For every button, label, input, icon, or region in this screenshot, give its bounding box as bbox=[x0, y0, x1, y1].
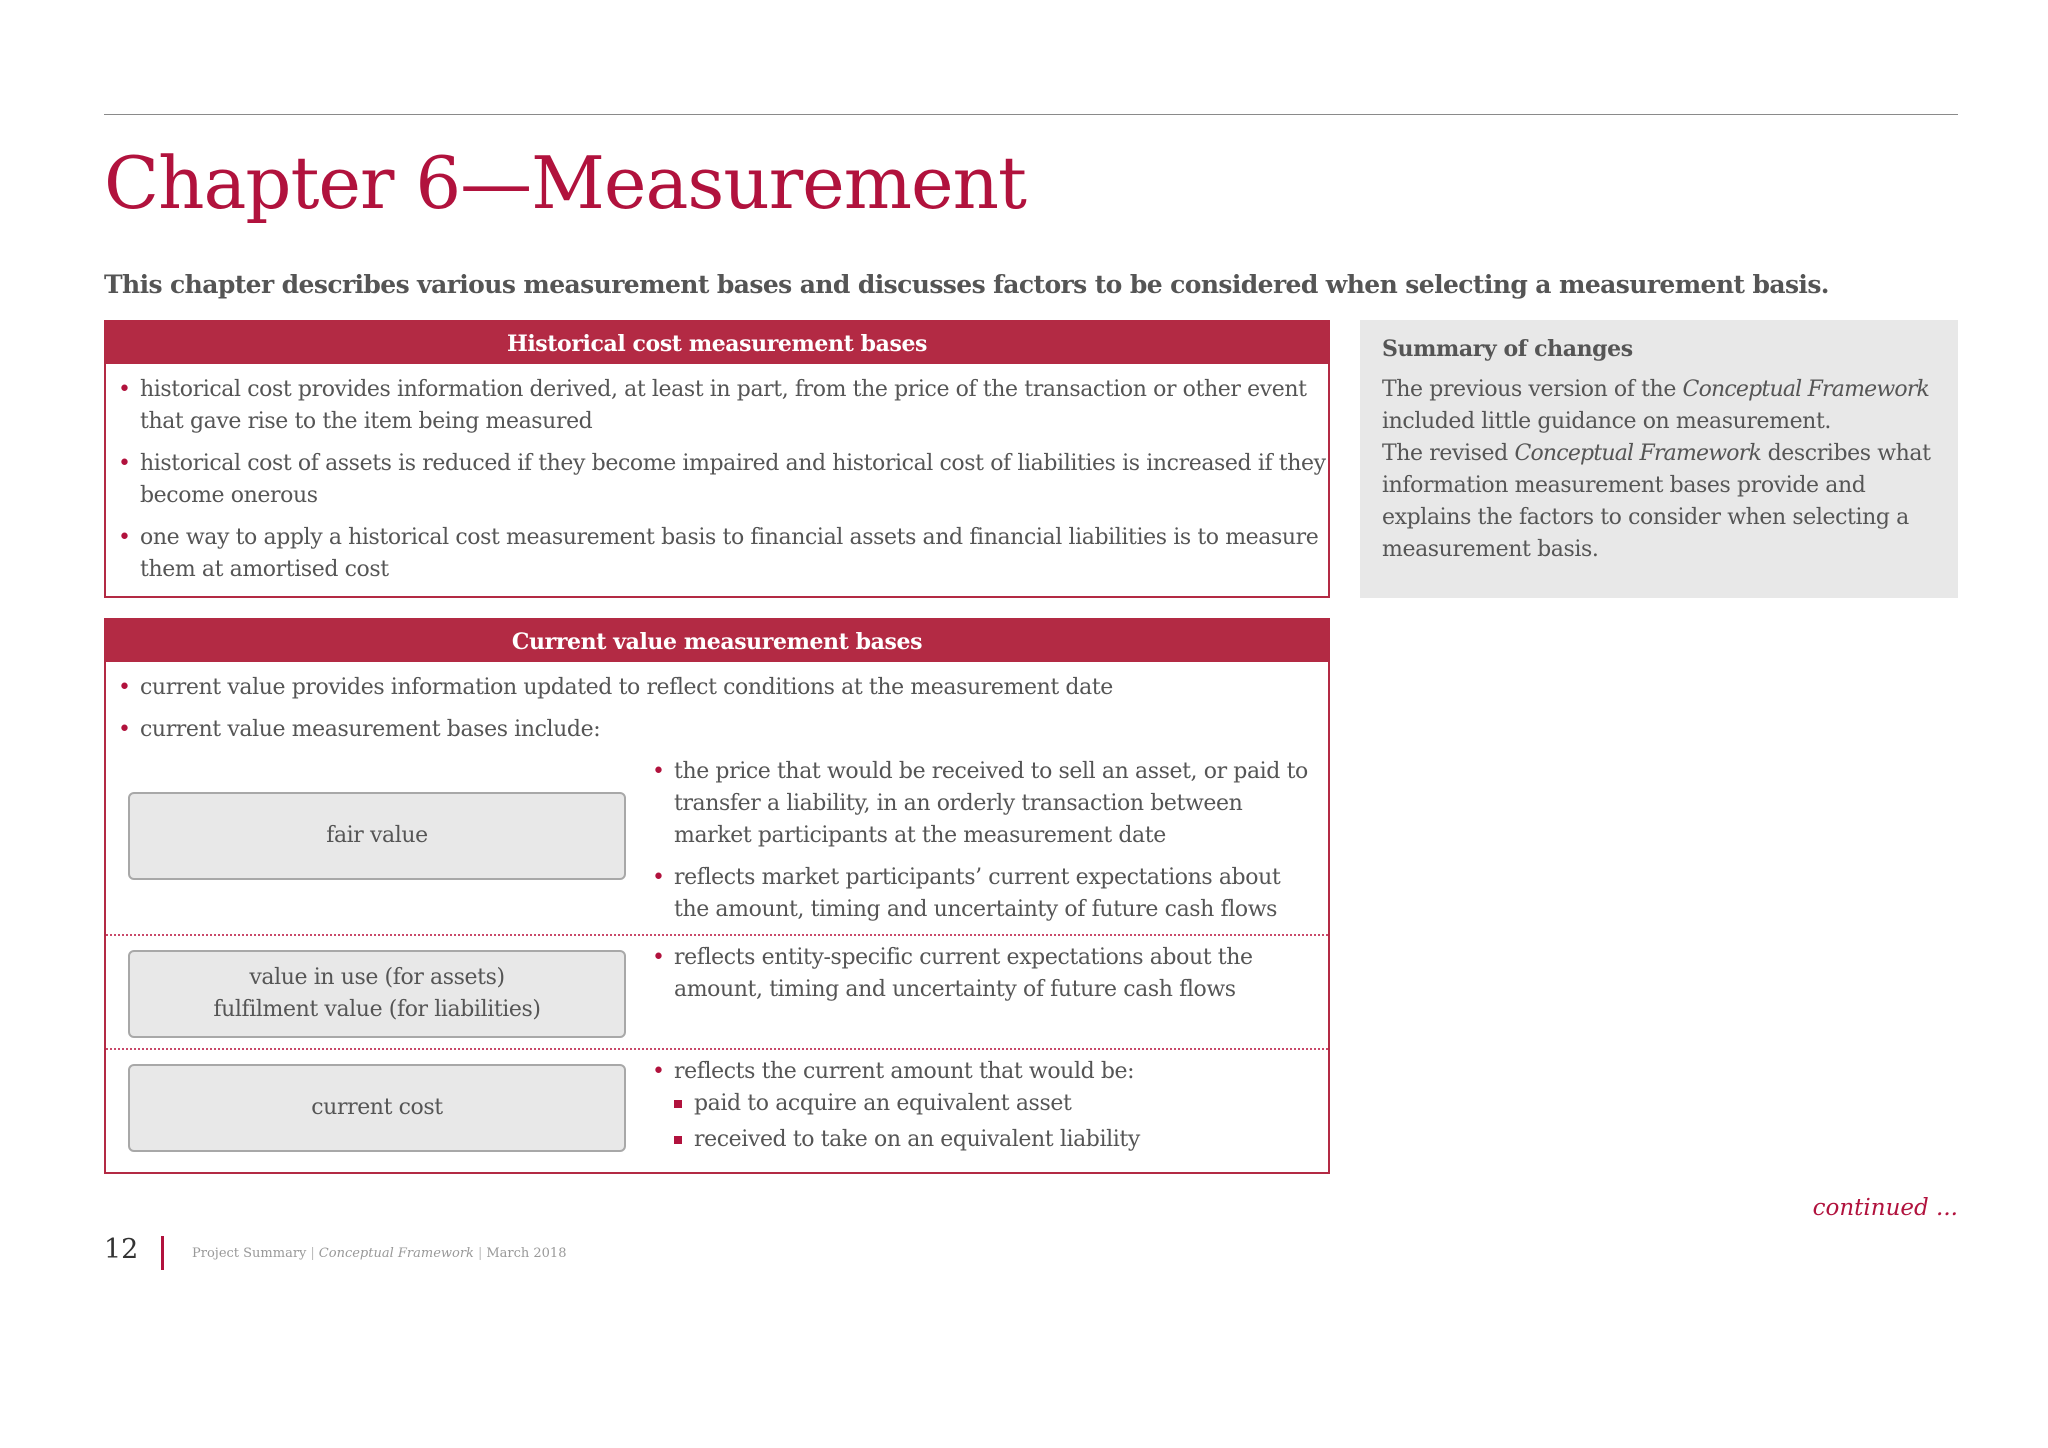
row-divider bbox=[106, 934, 1328, 936]
bullet-text: reflects the current amount that would be: bbox=[674, 1059, 1135, 1084]
bullet-text: one way to apply a historical cost measurement basis to financial assets and financial liabilities is to measure them at amortised cost bbox=[140, 525, 1319, 582]
bullet-icon: • bbox=[118, 377, 131, 402]
current-value-intro-list bbox=[106, 672, 1328, 756]
list-item bbox=[646, 862, 1318, 926]
bullet-icon: • bbox=[118, 451, 131, 476]
list-item bbox=[106, 448, 1328, 512]
value-in-use-label: value in use (for assets) bbox=[249, 965, 505, 990]
bullet-text: current value provides information updated to reflect conditions at the measurement date bbox=[140, 675, 1113, 700]
bullet-icon: • bbox=[118, 525, 131, 550]
list-item bbox=[646, 756, 1318, 852]
footer-separator: | bbox=[310, 1246, 315, 1261]
current-cost-description bbox=[646, 1056, 1318, 1156]
page-number-divider bbox=[161, 1236, 164, 1270]
list-item bbox=[674, 1088, 1318, 1124]
summary-text: included little guidance on measurement. bbox=[1382, 409, 1831, 434]
square-bullet-icon bbox=[674, 1100, 682, 1108]
list-item bbox=[646, 1056, 1318, 1156]
list-item bbox=[106, 714, 1328, 746]
top-rule bbox=[104, 114, 1958, 115]
summary-text: The previous version of the bbox=[1382, 377, 1683, 402]
bullet-text: paid to acquire an equivalent asset bbox=[694, 1091, 1072, 1116]
bullet-icon: • bbox=[652, 945, 665, 970]
summary-italic: Conceptual Framework bbox=[1682, 377, 1930, 402]
current-cost-box bbox=[128, 1064, 626, 1152]
footer-meta bbox=[192, 1246, 566, 1261]
bullet-icon: • bbox=[118, 675, 131, 700]
continued-note: continued ... bbox=[1812, 1195, 1958, 1221]
bullet-icon: • bbox=[652, 759, 665, 784]
bullet-text: current value measurement bases include: bbox=[140, 717, 601, 742]
bullet-text: historical cost of assets is reduced if they become impaired and historical cost of liabilities is increased if they become onerous bbox=[140, 451, 1326, 508]
bullet-text: received to take on an equivalent liability bbox=[694, 1127, 1140, 1152]
current-cost-sub-list bbox=[674, 1088, 1318, 1156]
list-item bbox=[106, 672, 1328, 704]
summary-text: The revised bbox=[1382, 441, 1515, 466]
bullet-icon: • bbox=[652, 1059, 665, 1084]
fair-value-list bbox=[646, 756, 1318, 926]
current-cost-list bbox=[646, 1056, 1318, 1156]
fair-value-box bbox=[128, 792, 626, 880]
current-value-heading: Current value measurement bases bbox=[106, 620, 1328, 662]
list-item bbox=[674, 1124, 1318, 1156]
list-item bbox=[106, 374, 1328, 438]
bullet-icon: • bbox=[118, 717, 131, 742]
summary-title: Summary of changes bbox=[1382, 336, 1633, 362]
footer-separator: | bbox=[477, 1246, 483, 1261]
footer-doc-name: Project Summary bbox=[192, 1246, 307, 1261]
historical-cost-heading: Historical cost measurement bases bbox=[106, 322, 1328, 364]
chapter-intro: This chapter describes various measurement bases and discusses factors to be considered when selecting a measurement basis. bbox=[104, 270, 1829, 299]
summary-italic: Conceptual Framework bbox=[1514, 441, 1761, 466]
bullet-text: historical cost provides information derived, at least in part, from the price of the transaction or other event that gave rise to the item being measured bbox=[140, 377, 1307, 434]
list-item bbox=[646, 942, 1318, 1006]
value-in-use-list bbox=[646, 942, 1318, 1006]
footer-date: March 2018 bbox=[486, 1246, 567, 1261]
square-bullet-icon bbox=[674, 1136, 682, 1144]
historical-cost-list bbox=[106, 364, 1328, 586]
summary-paragraph-2 bbox=[1382, 438, 1936, 566]
footer-doc-italic: Conceptual Framework bbox=[318, 1246, 474, 1261]
value-in-use-box bbox=[128, 950, 626, 1038]
fair-value-label: fair value bbox=[326, 823, 428, 848]
row-divider bbox=[106, 1048, 1328, 1050]
summary-paragraph-1 bbox=[1382, 374, 1936, 438]
bullet-text: the price that would be received to sell an asset, or paid to transfer a liability, in an orderly transaction between market participants at the measurement date bbox=[674, 759, 1308, 848]
fulfilment-value-label: fulfilment value (for liabilities) bbox=[213, 997, 541, 1022]
bullet-icon: • bbox=[652, 865, 665, 890]
current-cost-label: current cost bbox=[311, 1095, 443, 1120]
fair-value-description bbox=[646, 756, 1318, 926]
historical-cost-panel bbox=[104, 320, 1330, 598]
list-item bbox=[106, 522, 1328, 586]
summary-of-changes-box bbox=[1360, 320, 1958, 598]
value-in-use-description bbox=[646, 942, 1318, 1006]
page-title: Chapter 6—Measurement bbox=[104, 141, 1026, 225]
page-number: 12 bbox=[104, 1234, 139, 1265]
bullet-text: reflects entity-specific current expectations about the amount, timing and uncertainty of future cash flows bbox=[674, 945, 1253, 1002]
summary-text: describes what information measurement bases provide and explains the factors to consider when selecting a measurement basis. bbox=[1382, 441, 1931, 562]
current-value-panel bbox=[104, 618, 1330, 1174]
bullet-text: reflects market participants’ current expectations about the amount, timing and uncertainty of future cash flows bbox=[674, 865, 1281, 922]
